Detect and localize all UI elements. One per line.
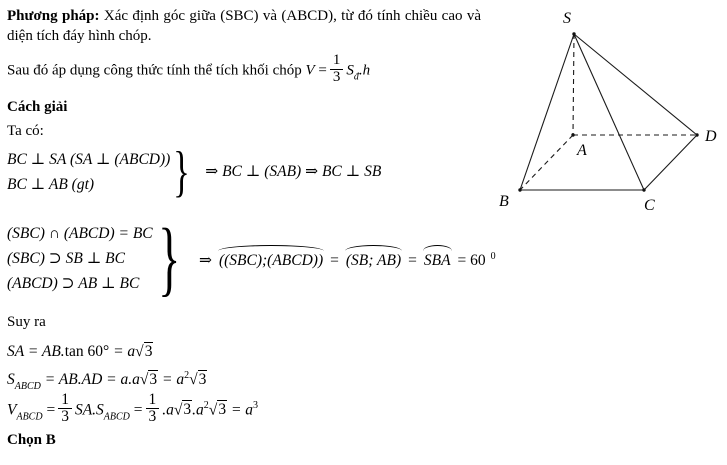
- vertex-label-c: C: [644, 197, 655, 214]
- equation-area: [7, 367, 481, 392]
- pyramid-diagram: [480, 2, 727, 220]
- volume-mid2: .a: [162, 400, 174, 418]
- fraction-numerator: 1: [330, 53, 344, 70]
- vertex-b-dot: [518, 188, 521, 191]
- sqrt-icon: √: [208, 400, 218, 418]
- volume-mid3: .a: [192, 400, 204, 418]
- pyramid-svg: [480, 2, 727, 220]
- system-2-brace: }: [157, 211, 180, 305]
- vertex-label-b: B: [499, 193, 509, 210]
- equation-sbc-contains: (SBC) ⊃ SB ⊥ BC: [7, 250, 125, 267]
- angle-between-lines: (SB; AB): [344, 245, 403, 273]
- equation-intersection: (SBC) ∩ (ABCD) = BC: [7, 225, 153, 242]
- base-area-symbol: S: [346, 62, 354, 79]
- radicand: 3: [149, 370, 158, 388]
- radicand: 3: [198, 370, 207, 388]
- system-1-equations: [7, 147, 170, 197]
- vertex-label-s: S: [563, 10, 571, 27]
- edge-sc: [574, 34, 644, 190]
- vertex-d-dot: [695, 133, 698, 136]
- suy-ra-text: Suy ra: [7, 313, 46, 330]
- area-symbol: S: [7, 370, 15, 388]
- angle-conclusion: [199, 245, 496, 273]
- angle-between-planes: ((SBC);(ABCD)): [217, 245, 325, 273]
- base-area-subscript: đ: [353, 71, 359, 83]
- area-subscript: ABCD: [14, 380, 41, 392]
- fraction-one-third: [330, 53, 344, 86]
- angle-value: = 60: [457, 251, 486, 269]
- equation-bc-sa: BC ⊥ SA (SA ⊥ (ABCD)): [7, 150, 171, 168]
- radicand: 3: [144, 342, 153, 360]
- apply-text: Sau đó áp dụng công thức tính thể tích khối chóp: [7, 62, 302, 79]
- answer-choice: Chọn B: [7, 432, 56, 449]
- fraction-numerator: 1: [58, 392, 72, 409]
- volume-lhs: V: [305, 62, 315, 79]
- angle-sba: SBA: [422, 245, 453, 273]
- edge-cd: [644, 135, 697, 190]
- edge-sb: [520, 34, 574, 190]
- sqrt-icon: √: [173, 400, 183, 418]
- method-text: Xác định góc giữa (SBC) và (ABCD), từ đó tính chiều cao và diện tích đáy hình chóp.: [7, 8, 482, 44]
- vertex-label-d: D: [705, 128, 717, 145]
- radicand: 3: [183, 400, 192, 418]
- apply-formula-line: [7, 52, 481, 88]
- radicand: 3: [218, 400, 227, 418]
- equals-sign: =: [408, 251, 417, 269]
- sqrt-icon: √: [189, 370, 198, 388]
- vertex-c-dot: [642, 188, 645, 191]
- volume-mid: SA.S: [74, 400, 104, 418]
- system-1-brace: }: [173, 140, 191, 203]
- volume-result: = a: [230, 400, 254, 418]
- equation-bc-ab: BC ⊥ AB (gt): [7, 175, 95, 193]
- method-label: Phương pháp:: [7, 8, 100, 24]
- fraction-denominator: 3: [61, 407, 69, 425]
- fraction-denominator: 3: [148, 407, 157, 425]
- system-1-result: ⇒ BC ⊥ (SAB) ⇒ BC ⊥ SB: [205, 163, 382, 180]
- area-mid: = AB.AD = a.a: [44, 370, 140, 388]
- edge-ab-dashed: [520, 135, 573, 190]
- equals-sign: =: [330, 251, 339, 269]
- equation-sa: [7, 339, 481, 364]
- equation-abcd-contains: (ABCD) ⊃ AB ⊥ BC: [7, 275, 140, 292]
- equals-sign: =: [318, 62, 327, 79]
- fraction-one-third: [146, 392, 160, 426]
- method-paragraph: [7, 6, 481, 46]
- tan-term: tan 60°: [64, 342, 110, 360]
- vertex-a-dot: [571, 133, 574, 136]
- volume-subscript: ABCD: [16, 410, 43, 422]
- fraction-numerator: 1: [146, 392, 160, 409]
- exponent: 2: [203, 399, 209, 411]
- vertex-s-dot: [572, 32, 575, 35]
- volume-symbol: V: [7, 400, 17, 418]
- equals-sign: =: [133, 400, 143, 418]
- degree-superscript: 0: [490, 250, 496, 262]
- sqrt-icon: √: [139, 370, 149, 388]
- equation-system-1: [7, 140, 481, 203]
- implies-symbol: ⇒: [198, 251, 212, 269]
- solution-heading: Cách giải: [7, 98, 68, 115]
- fraction-one-third: [58, 392, 72, 426]
- system-2-equations: [7, 221, 153, 296]
- sa-rhs: = a: [113, 342, 136, 360]
- equals-sign: =: [46, 400, 56, 418]
- vertex-label-a: A: [577, 142, 587, 159]
- solution-text-column: [7, 6, 496, 449]
- height-symbol: .h: [358, 62, 371, 79]
- edge-sd: [574, 34, 697, 135]
- intro-text: Ta có:: [7, 122, 44, 139]
- edge-sa-dashed: [573, 34, 574, 135]
- area-subscript: ABCD: [103, 410, 130, 422]
- sqrt-icon: √: [135, 342, 144, 360]
- equation-system-2: [7, 211, 496, 305]
- sa-lhs: SA = AB.: [7, 342, 65, 360]
- fraction-denominator: 3: [332, 68, 341, 85]
- exponent: 3: [253, 399, 259, 411]
- exponent: 2: [184, 369, 190, 381]
- area-mid2: = a: [162, 370, 185, 388]
- equation-volume: [7, 390, 481, 428]
